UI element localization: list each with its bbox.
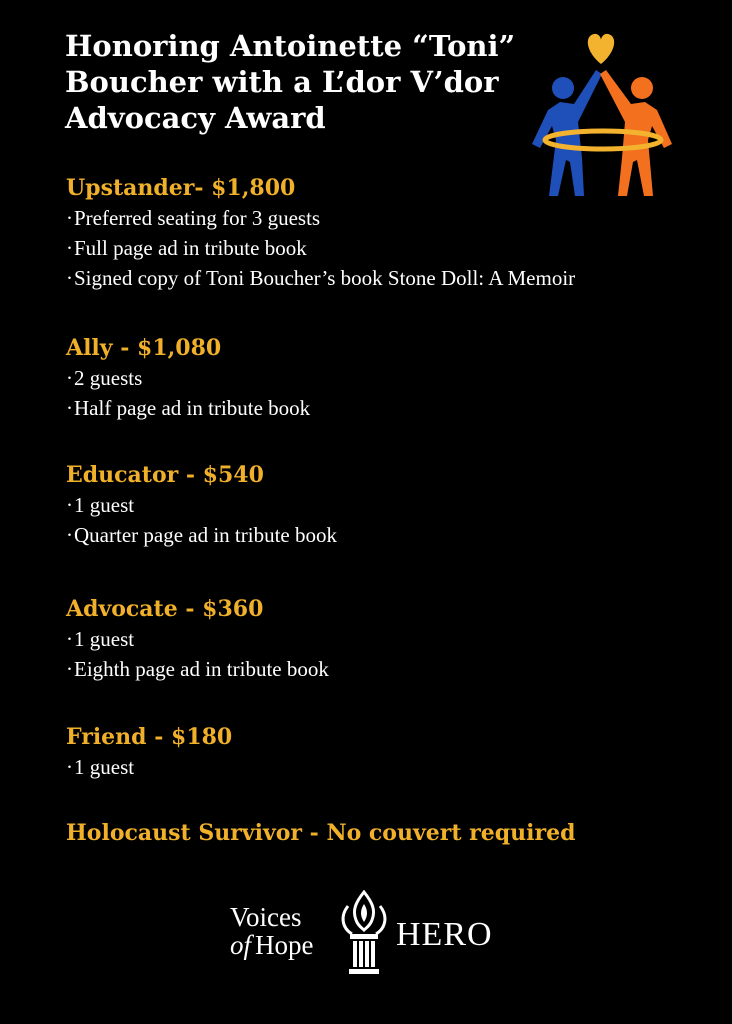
bullet: · xyxy=(66,236,73,260)
tier-title: Upstander- $1,800 xyxy=(66,175,296,201)
logo-text-voices: Voices xyxy=(230,902,302,932)
bullet: · xyxy=(66,755,73,779)
figure-head xyxy=(631,77,653,99)
title-line: Boucher with a L’dor V’dor xyxy=(65,65,499,99)
benefit-item: ·1 guest xyxy=(66,627,135,651)
page-title xyxy=(65,28,535,136)
benefit-item: ·Signed copy of Toni Boucher’s book Stone Doll: A Memoir xyxy=(66,266,576,290)
heart-icon xyxy=(588,34,614,64)
tier-title: Advocate - $360 xyxy=(66,596,264,622)
tier-title: Educator - $540 xyxy=(66,462,264,488)
tier-upstander xyxy=(66,173,575,293)
tier-ally xyxy=(66,333,310,423)
tier-educator xyxy=(66,460,337,550)
bullet: · xyxy=(66,366,73,390)
title-line: Honoring Antoinette “Toni” xyxy=(65,29,516,63)
tier-holocaust-survivor xyxy=(66,818,575,848)
tier-friend xyxy=(66,722,232,782)
logo-text-of-hope: of Hope xyxy=(230,930,314,960)
bullet: · xyxy=(66,493,73,517)
voices-of-hope-hero-logo xyxy=(228,888,518,983)
benefit-item: ·Full page ad in tribute book xyxy=(66,236,307,260)
tier-advocate xyxy=(66,594,329,684)
bullet: · xyxy=(66,523,73,547)
logo-text-hero: HERO xyxy=(396,916,493,953)
benefit-item: ·Quarter page ad in tribute book xyxy=(66,523,337,547)
figure-head xyxy=(552,77,574,99)
tier-title: Holocaust Survivor - No couvert required xyxy=(66,820,576,846)
title-line: Advocacy Award xyxy=(65,101,326,135)
benefit-item: ·2 guests xyxy=(66,366,143,390)
benefit-item: ·1 guest xyxy=(66,755,135,779)
benefit-item: ·Preferred seating for 3 guests xyxy=(66,206,321,230)
benefit-item: ·Half page ad in tribute book xyxy=(66,396,311,420)
bullet: · xyxy=(66,627,73,651)
tier-title: Friend - $180 xyxy=(66,724,233,750)
bullet: · xyxy=(66,206,73,230)
tier-title: Ally - $1,080 xyxy=(66,335,222,361)
torch-pillar-icon xyxy=(338,890,390,978)
bullet: · xyxy=(66,657,73,681)
benefit-item: ·Eighth page ad in tribute book xyxy=(66,657,329,681)
bullet: · xyxy=(66,266,73,290)
benefit-item: ·1 guest xyxy=(66,493,135,517)
bullet: · xyxy=(66,396,73,420)
